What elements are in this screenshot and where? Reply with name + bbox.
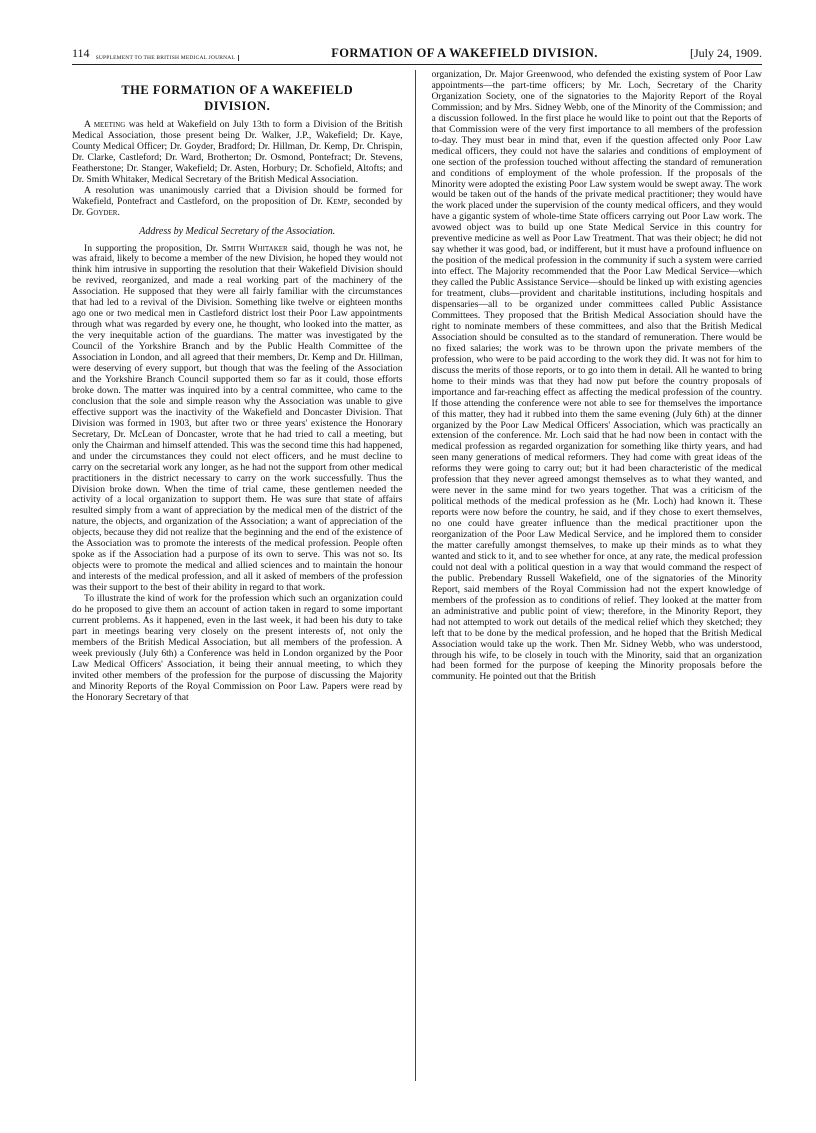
address-paragraph-1 bbox=[72, 244, 403, 595]
address-p1-text-b: said, though he was not, he was afraid, likely to become a member of the new Division, he hoped they would not think him intrusive in supporting the resolution that their Wakefield Division should be revived, reorganized, and made a real working part of the machinery of the Association. He supposed that they were all fairly familiar with the circumstances that had led to a revival of the Division. Something like twelve or eighteen months ago one or two medical men in Castleford district lost their Poor Law appointments through what was regarded by every one, he thought, who looked into the matter, as the very inequitable action of the guardians. The matter was investigated by the Council of the Yorkshire Branch and by the Public Health Committee of the Association in London, and all agreed that their members, Dr. Kemp and Dr. Hillman, were deserving of every support, but though that was the feeling of the Association and the Yorkshire Branch Council supported them so far as it could, those efforts broke down. The matter was inquired into by a central committee, who came to the conclusion that the sole and simple reason why the Association was unable to give effective support was the inactivity of the Wakefield and Doncaster Division. That Division was formed in 1903, but after two or three years' existence the Honorary Secretary, Dr. McLean of Doncaster, wrote that he had tried to call a meeting, but only the Chairman and himself attended. This was the second time this had happened, and under the circumstances they could not elect officers, and he must decline to carry on the secretarial work any longer, as he had not the support from other medical practitioners in the district necessary to carry on the work successfully. Thus the Division broke down. When the time of trial came, these gentlemen needed the activity of a local organization to support them. He was sure that state of affairs resulted simply from a want of appreciation by the medical men of the district of the nature, the objects, and organization of the Association; a want of appreciation of the objects, because they did not realize that the beginning and the end of the existence of the Association was to promote the interests of the medical profession. People often spoke as if the Association had a purpose of its own to serve. This was not so. Its objects were to promote the medical and allied sciences and to maintain the honour and interests of the medical profession, and all it asked of members of the profession was their support to the best of their ability in regard to that work. bbox=[72, 242, 403, 594]
resolution-kemp: Kemp bbox=[326, 195, 348, 207]
text-columns bbox=[72, 70, 762, 1081]
page-number: 114 bbox=[72, 46, 90, 60]
address-paragraph-2: To illustrate the kind of work for the profession which such an organization could do he proposed to give them an account of action taken in regard to some important current problems. As it happened, even in the last week, it had been his duty to take part in meetings bearing very closely on the present interests of, not only the members of the British Medical Association, but all members of the profession. A week previously (July 6th) a Conference was held in London organized by the Poor Law Medical Officers' Association, it being their annual meeting, to which they invited other members of the profession for the purpose of discussing the Majority and Minority Reports of the Royal Commission on Poor Law. Papers were read by the Honorary Secretary of that bbox=[72, 593, 403, 703]
intro-lead: A meeting bbox=[84, 119, 126, 130]
left-column bbox=[72, 70, 416, 1081]
right-column-text: organization, Dr. Major Greenwood, who defended the existing system of Poor Law appointments—the part-time officers; by Mr. Loch, Secretary of the Charity Organization Society, one of the signatories to the Majority Report of the Royal Commission; and by Mrs. Sidney Webb, one of the Minority of the Commission; and a discussion followed. In the first place he would like to point out that the Reports of that Commission were of the very first importance to all members of the profession to-day. They must bear in mind that, even if the question affected only Poor Law medical officers, they could not have the salaries and conditions of employment of one section of the profession touched without affecting the standard of remuneration and conditions of employment of the whole profession. If the proposals of the Minority were adopted the existing Poor Law system would be swept away. The work would be taken out of the hands of the private medical practitioner; they would have the work placed under the supervision of the county medical officers, and they would have a gigantic system of whole-time State officers carrying out Poor Law work. The avowed object was to build up one State Medical Service in this country for preventive medicine as well as Poor Law Treatment. That was their object; he did not say whether it was good, bad, or indifferent, but it must have a profound influence on the position of the medical profession in the community if such a system were carried into effect. The Majority recommended that the Poor Law Medical Service—which they called the Public Assistance Service—should be linked up with existing agencies for treatment, clubs—provident and charitable institutions, including hospitals and dispensaries—all to be organized under committees called Public Assistance Committees. They proposed that the British Medical Association should have the right to nominate members of these committees, and also that the British Medical Association should be consulted as to the standard of remuneration. There would be no fixed salaries; the work was to be thrown upon the private members of the profession, who were to be paid according to the work they did. It was not for him to discuss the merits of those reports, or to go into them in detail. All he wanted to bring home to their minds was that they had now put before the country proposals of importance and far-reaching effect as affecting the medical profession of the country. If those attending the conference were not able to see for themselves the importance of this matter, they had it rubbed into them the same evening (July 6th) at the dinner organized by the Poor Law Medical Officers' Association, which was practically an extension of the conference. Mr. Loch said that he had now been in contact with the medical profession as regarded organization for something like thirty years, and had seen many generations of medical reformers. They had come with great ideas of the reforms they were going to carry out; but it had been characteristic of the medical profession that they never agreed amongst themselves as to what they wanted, and were never in the same mind for two years together. That was a criticism of the political methods of the medical profession as he (Mr. Loch) had known it. These reports were now before the country, he said, and if they chose to exert themselves, no one could have greater influence than the medical practitioner upon the reorganization of the Poor Law Medical Service, and he implored them to consider the matter carefully amongst themselves, to make up their minds as to what they wanted and stick to it, and to see whether for once, at any rate, the medical profession could not deal with a political question in a way that would command the respect of the public. Prebendary Russell Wakefield, one of the signatories of the Minority Report, said members of the Royal Commission had not the expert knowledge of members of the profession as to conditions of relief. They looked at the matter from an administrative and public point of view; therefore, in the Minority Report, they had not attempted to work out details of the medical relief which they sketched; they left that to be done by the medical profession, and he hoped that the British Medical Association would take up the work. Then Mr. Sidney Webb, who was understood, through his wife, to be closely in touch with the Minority, said that an organization had been formed for the purpose of keeping the Minority proposals before the community. He pointed out that the British bbox=[431, 70, 762, 683]
address-p1-speaker: Smith Whitaker bbox=[221, 242, 288, 254]
address-p1-text-a: In supporting the proposition, Dr. bbox=[84, 242, 222, 254]
right-column bbox=[432, 70, 763, 1081]
resolution-text-c: . bbox=[117, 206, 120, 218]
running-head bbox=[72, 42, 762, 65]
resolution-goyder: Goyder bbox=[86, 206, 118, 218]
article-title: THE FORMATION OF A WAKEFIELD DIVISION. bbox=[121, 83, 354, 113]
resolution-text-b: , seconded by Dr. bbox=[72, 195, 403, 218]
issue-date: [July 24, 1909. bbox=[689, 46, 762, 60]
intro-paragraph bbox=[72, 120, 403, 186]
running-head-left bbox=[72, 46, 239, 64]
running-title: FORMATION OF A WAKEFIELD DIVISION. bbox=[331, 46, 598, 60]
resolution-text-a: A resolution was unanimously carried that a Division should be formed for Wakefield, Pontefract and Castleford, on the proposition of Dr. bbox=[72, 184, 403, 207]
address-subheading: Address by Medical Secretary of the Association. bbox=[139, 225, 336, 237]
supplement-label: SUPPLEMENT TO THE BRITISH MEDICAL JOURNAL bbox=[96, 55, 239, 62]
intro-text: was held at Wakefield on July 13th to form a Division of the British Medical Association, those present being Dr. Walker, J.P., Wakefield; Dr. Kaye, County Medical Officer; Dr. Goyder, Bradford; Dr. Hillman, Dr. Kemp, Dr. Chrispin, Dr. Clarke, Castleford; Dr. Ward, Brotherton; Dr. Osmond, Pontefract; Dr. Stevens, Featherstone; Dr. Stanger, Wakefield; Dr. Asten, Horbury; Dr. Schofield, Altofts; and Dr. Smith Whitaker, Medical Secretary of the British Medical Association. bbox=[72, 119, 403, 185]
resolution-paragraph bbox=[72, 186, 403, 219]
